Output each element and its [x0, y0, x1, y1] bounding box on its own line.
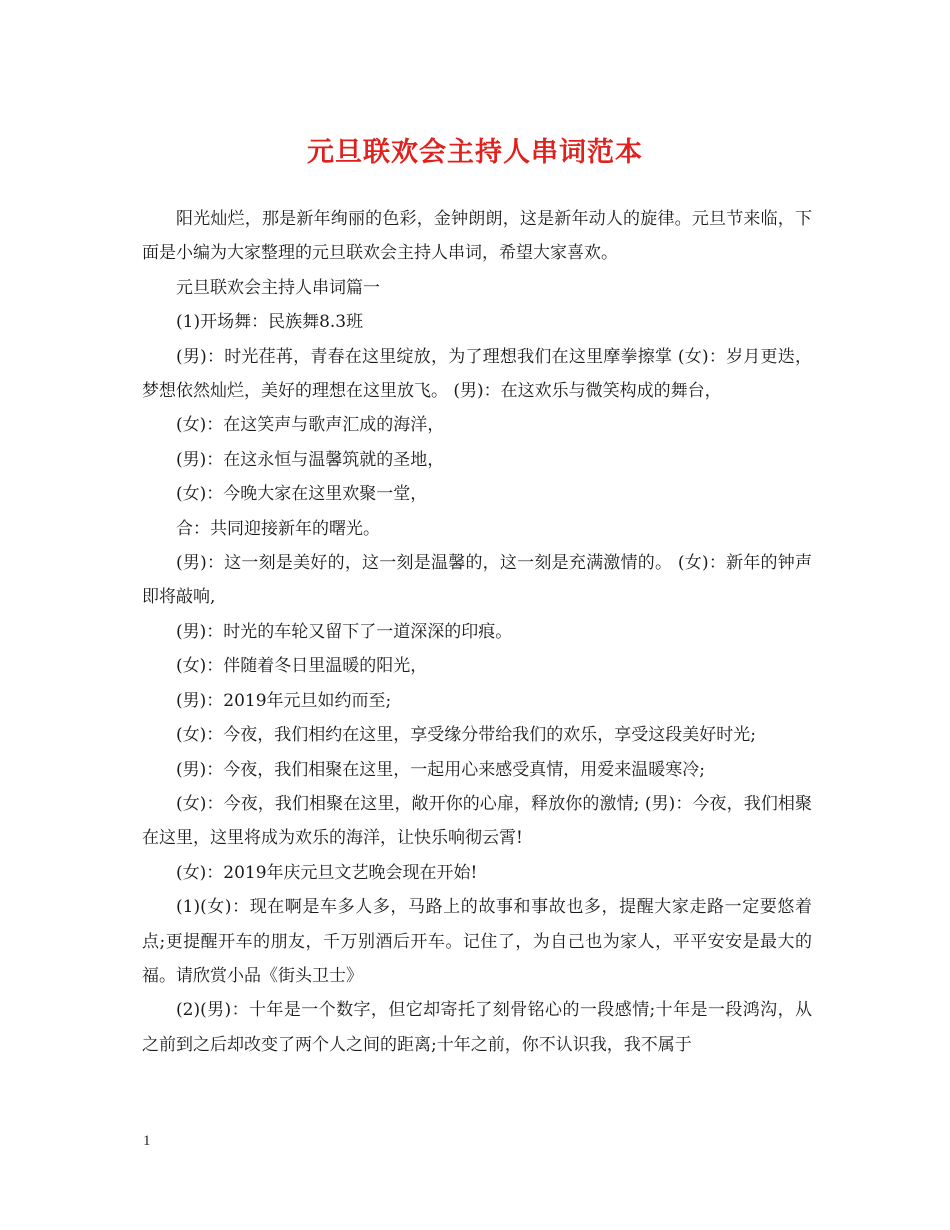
- paragraph: (女)：今夜，我们相聚在这里，敞开你的心扉，释放你的激情; (男)：今夜，我们相聚在这里，这里将成为欢乐的海洋，让快乐响彻云霄!: [142, 793, 812, 849]
- paragraph: (2)(男)：十年是一个数字，但它却寄托了刻骨铭心的一段感情;十年是一段鸿沟，从之前到之后却改变了两个人之间的距离;十年之前，你不认识我，我不属于: [142, 1000, 812, 1055]
- document-body: [142, 202, 812, 1062]
- paragraph: (男)：在这永恒与温馨筑就的圣地，: [176, 449, 445, 470]
- paragraph: (女)：今晚大家在这里欢聚一堂，: [176, 484, 428, 505]
- paragraph: (男)：这一刻是美好的，这一刻是温馨的，这一刻是充满激情的。 (女)：新年的钟声即将敲响,: [142, 553, 812, 608]
- paragraph: (女)：今夜，我们相约在这里，享受缘分带给我们的欢乐，享受这段美好时光;: [176, 725, 756, 746]
- paragraph: (1)开场舞：民族舞8.3班: [176, 312, 364, 333]
- paragraph: 阳光灿烂，那是新年绚丽的色彩，金钟朗朗，这是新年动人的旋律。元旦节来临，下面是小编为大家整理的元旦联欢会主持人串词，希望大家喜欢。: [142, 209, 812, 264]
- paragraph: 元旦联欢会主持人串词篇一: [176, 277, 380, 298]
- paragraph: 合：共同迎接新年的曙光。: [176, 518, 380, 539]
- paragraph: (1)(女)：现在啊是车多人多，马路上的故事和事故也多，提醒大家走路一定要悠着点;更提醒开车的朋友，千万别酒后开车。记住了，为自己也为家人，平平安安是最大的福。请欣赏小品《街头卫士》: [142, 897, 812, 986]
- paragraph: (男)：时光荏苒，青春在这里绽放，为了理想我们在这里摩拳擦掌 (女)：岁月更迭，梦想依然灿烂，美好的理想在这里放飞。 (男)：在这欢乐与微笑构成的舞台，: [142, 346, 812, 402]
- paragraph: (男)：2019年元旦如约而至;: [176, 690, 392, 711]
- page-number: 1: [143, 1133, 151, 1149]
- paragraph: (男)：时光的车轮又留下了一道深深的印痕。: [176, 621, 513, 642]
- paragraph: (女)：2019年庆元旦文艺晚会现在开始!: [176, 862, 478, 883]
- paragraph: (女)：在这笑声与歌声汇成的海洋，: [176, 415, 445, 436]
- paragraph: (女)：伴随着冬日里温暖的阳光，: [176, 656, 428, 677]
- document-title: 元旦联欢会主持人串词范本: [307, 137, 643, 168]
- paragraph: (男)：今夜，我们相聚在这里，一起用心来感受真情，用爱来温暖寒冷;: [176, 759, 705, 780]
